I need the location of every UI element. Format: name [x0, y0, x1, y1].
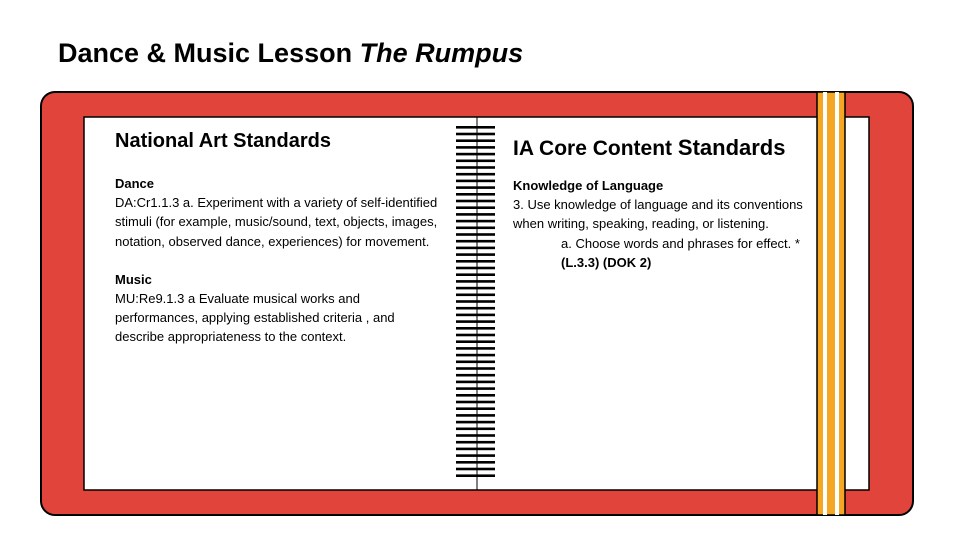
spiral-ring: [456, 153, 495, 156]
spiral-ring: [456, 240, 495, 243]
spiral-ring: [456, 227, 495, 230]
spiral-ring: [456, 247, 495, 250]
spiral-ring: [456, 206, 495, 209]
spiral-ring: [456, 180, 495, 183]
spiral-ring: [456, 347, 495, 350]
ia-core-content-heading: [513, 135, 803, 161]
spiral-ring: [456, 454, 495, 457]
knowledge-of-language-label: Knowledge of Language: [513, 178, 664, 193]
spiral-ring: [456, 461, 495, 464]
music-label: Music: [115, 271, 152, 287]
spiral-ring: [456, 327, 495, 330]
spiral-ring: [456, 280, 495, 283]
spiral-ring: [456, 428, 495, 431]
spiral-ring: [456, 126, 495, 129]
dance-label: Dance: [115, 176, 155, 191]
spiral-ring: [456, 233, 495, 236]
spiral-ring: [456, 139, 495, 142]
sub-standard-codes: (L.3.3) (DOK 2): [561, 254, 652, 270]
music-standard-text: MU:Re9.1.3 a Evaluate musical works and performances, applying established criteria , and describe appropriateness to the context.: [115, 290, 395, 345]
spiral-ring: [456, 267, 495, 270]
spiral-ring: [456, 133, 495, 136]
spiral-ring: [456, 273, 495, 276]
spiral-ring: [456, 421, 495, 424]
language-standard-text: 3. Use knowledge of language and its conventions when writing, speaking, reading, or listening.: [513, 197, 803, 232]
spiral-ring: [456, 340, 495, 343]
spiral-ring: [456, 448, 495, 451]
spiral-ring: [456, 334, 495, 337]
spiral-ring: [456, 186, 495, 189]
spiral-ring: [456, 394, 495, 397]
spiral-ring: [456, 314, 495, 317]
spiral-ring: [456, 287, 495, 290]
spiral-ring: [456, 166, 495, 169]
spiral-ring: [456, 294, 495, 297]
left-page-content: [115, 130, 445, 347]
spiral-ring: [456, 414, 495, 417]
spiral-ring: [456, 260, 495, 263]
spiral-ring: [456, 434, 495, 437]
spiral-ring: [456, 468, 495, 471]
ribbon-bookmark: [817, 92, 845, 515]
national-art-standards-heading: National Art Standards: [115, 130, 331, 152]
title-book-name: The Rumpus: [359, 38, 524, 68]
right-page-content: [513, 135, 803, 272]
spiral-ring: [456, 307, 495, 310]
sub-standard-text: a. Choose words and phrases for effect. *: [561, 235, 800, 251]
language-sub-standard: [513, 234, 803, 273]
spiral-ring: [456, 200, 495, 203]
spiral-ring: [456, 441, 495, 444]
spiral-ring: [456, 401, 495, 404]
spiral-ring: [456, 213, 495, 216]
title-main: Dance & Music Lesson: [58, 38, 360, 68]
spiral-ring: [456, 407, 495, 410]
spiral-ring: [456, 300, 495, 303]
spiral-ring: [456, 381, 495, 384]
spiral-ring: [456, 320, 495, 323]
spiral-ring: [456, 374, 495, 377]
spiral-ring: [456, 146, 495, 149]
spiral-ring: [456, 367, 495, 370]
dance-standard-text: DA:Cr1.1.3 a. Experiment with a variety of self-identified stimuli (for example, music/sound, text, objects, images, notation, observed dance, experiences) for movement.: [115, 195, 438, 249]
spiral-ring: [456, 173, 495, 176]
spiral-ring: [456, 160, 495, 163]
spiral-ring: [456, 354, 495, 357]
heading-part-2: Standards: [677, 135, 786, 160]
spiral-ring: [456, 387, 495, 390]
spiral-ring: [456, 193, 495, 196]
spiral-ring: [456, 474, 495, 477]
heading-part-1: IA Core Content: [513, 137, 678, 160]
spiral-ring: [456, 361, 495, 364]
spiral-ring: [456, 253, 495, 256]
spiral-ring: [456, 220, 495, 223]
